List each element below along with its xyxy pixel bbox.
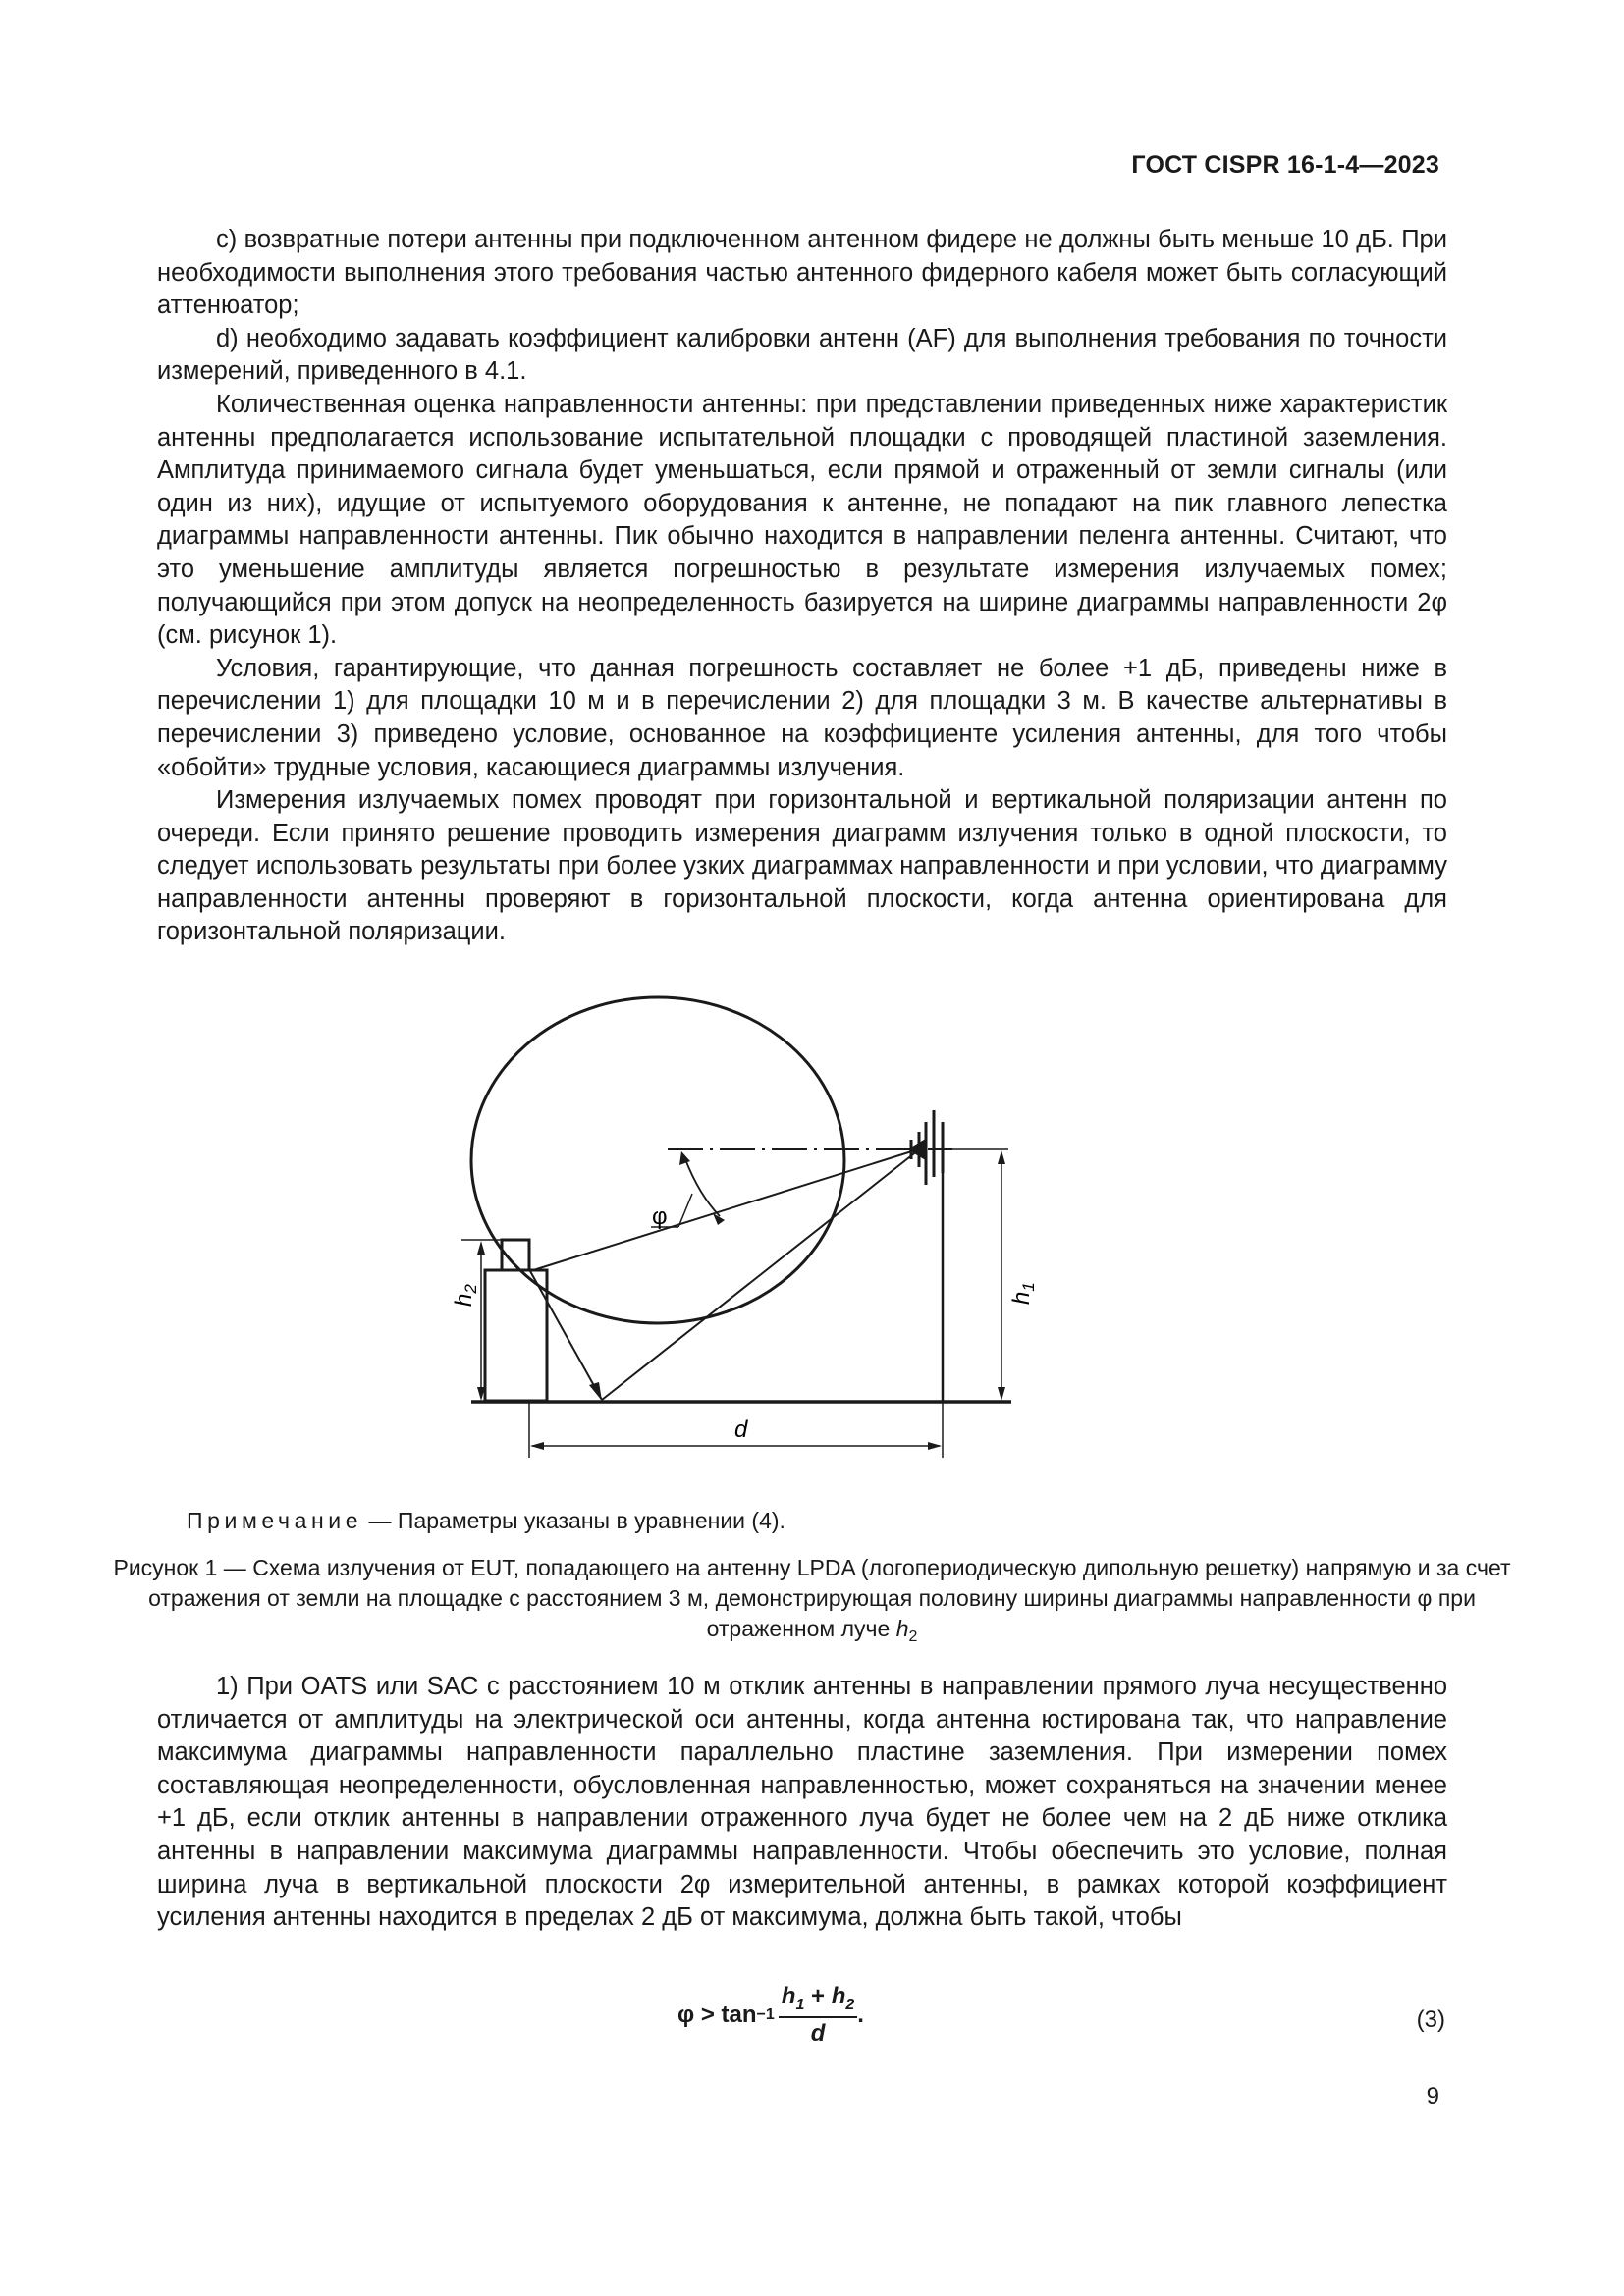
paragraph-item-1: 1) При OATS или SAC с расстоянием 10 м отклик антенны в направлении прямого луча несущественно отличается от амплитуды на электрической оси антенны, когда антенна юстирована так, что направление максимума диаграммы направленности параллельно пластине заземления. При измерении помех составляющая неопределенности, обусловленная направленностью, может сохраняться на значении менее +1 дБ, если отклик антенны в направлении отраженного луча будет не более чем на 2 дБ ниже отклика антенны в направлении максимума диаграммы направленности. Чтобы обеспечить это условие, полная ширина луча в вертикальной плоскости 2φ измерительной антенны, в рамках которой коэффициент усиления антенны находится в пределах 2 дБ от максимума, должна быть такой, чтобы [157, 1673, 1447, 1932]
paragraph-d: d) необходимо задавать коэффициент калибровки антенн (AF) для выполнения требования по точности измерений, приведенного в 4.1. [157, 324, 1447, 386]
body-text-top [157, 224, 1447, 949]
formula-fraction [779, 1983, 858, 2048]
phi-angle-arc [685, 1159, 720, 1216]
reflected-ray-arrowhead [589, 1382, 602, 1401]
caption-main-text: Рисунок 1 — Схема излучения от EUT, попадающего на антенну LPDA (логопериодическую дипольную решетку) напрямую и за счет отражения от земли на площадке с расстоянием 3 м, демонстрирующая половину ширины диаграммы направленности φ при отраженном луче [113, 1555, 1511, 1641]
reflected-ray-down [530, 1271, 602, 1400]
d-arrow-left [530, 1442, 544, 1450]
reflected-ray-up [602, 1150, 918, 1400]
formula-lhs: φ > tan [677, 2001, 757, 2028]
figure-1-diagram [451, 967, 1080, 1487]
figure-caption [108, 1553, 1516, 1652]
direct-ray-line [530, 1149, 918, 1271]
phi-arc-arrow-top [679, 1151, 690, 1165]
caption-sub: 2 [908, 1629, 918, 1645]
formula-denominator: d [810, 2019, 826, 2047]
formula-num-a-sub: 1 [795, 1996, 805, 2013]
page-number: 9 [1426, 2083, 1439, 2109]
formula-numerator [779, 1983, 858, 2018]
note-label: Примечание [187, 1508, 363, 1533]
equation-number: (3) [1416, 2006, 1445, 2033]
h1-label: $h_1$ [1008, 1282, 1038, 1305]
h2-label: $h_2$ [451, 1284, 480, 1307]
caption-var: h [895, 1616, 909, 1641]
paragraph-conditions: Условия, гарантирующие, что данная погрешность составляет не более +1 дБ, приведены ниже в перечислении 1) для площадки 10 м и в перечислении 2) для площадки 3 м. В качестве альтернативы в перечислении 3) приведено условие, основанное на коэффициенте усиления антенны, для того чтобы «обойти» трудные условия, касающиеся диаграммы излучения. [157, 654, 1447, 781]
body-text-bottom [157, 1671, 1447, 1935]
figure-note [187, 1508, 785, 1534]
paragraph-c: c) возвратные потери антенны при подключенном антенном фидере не должны быть меньше 10 дБ. При необходимости выполнения этого требования частью антенного фидерного кабеля может быть согласующий аттенюатор; [157, 226, 1447, 320]
radiation-pattern-ellipse [471, 997, 844, 1323]
note-text: — Параметры указаны в уравнении (4). [362, 1508, 785, 1533]
phi-label: φ [652, 1203, 668, 1230]
h1-arrow-bottom [998, 1387, 1005, 1401]
formula-sup: −1 [756, 2005, 775, 2023]
d-label: d [734, 1416, 748, 1443]
antenna-lpda-icon [908, 1110, 943, 1185]
h1-arrow-top [998, 1150, 1005, 1164]
formula-num-a: h [781, 1983, 796, 2009]
d-arrow-right [928, 1442, 942, 1450]
paragraph-directivity: Количественная оценка направленности антенны: при представлении приведенных ниже характеристик антенны предполагается использование испытательной площадки с проводящей пластиной заземления. Амплитуда принимаемого сигнала будет уменьшаться, если прямой и отраженный от земли сигналы (или один из них), идущие от испытуемого оборудования к антенне, не попадают на пик главного лепестка диаграммы направленности антенны. Пик обычно находится в направлении пеленга антенны. Считают, что это уменьшение амплитуды является погрешностью в результате измерения излучаемых помех; получающийся при этом допуск на неопределенность базируется на ширине диаграммы направленности 2φ (см. рисунок 1). [157, 390, 1447, 650]
document-header: ГОСТ CISPR 16-1-4—2023 [1131, 151, 1439, 179]
h2-arrow-top [477, 1241, 485, 1255]
formula-num-b-sub: 2 [845, 1996, 855, 2013]
paragraph-polarization: Измерения излучаемых помех проводят при горизонтальной и вертикальной поляризации антенн по очереди. Если принято решение проводить измерения диаграмм излучения только в одной плоскости, то следует использовать результаты при более узких диаграммах направленности и при условии, что диаграмму направленности антенны проверяют в горизонтальной плоскости, когда антенна ориентирована для горизонтальной поляризации. [157, 786, 1447, 946]
formula-plus: + [804, 1983, 832, 2009]
formula-num-b: h [831, 1983, 846, 2009]
eut-table [485, 1270, 547, 1401]
formula-3 [677, 1983, 864, 2048]
formula-trail: . [857, 2001, 864, 2028]
